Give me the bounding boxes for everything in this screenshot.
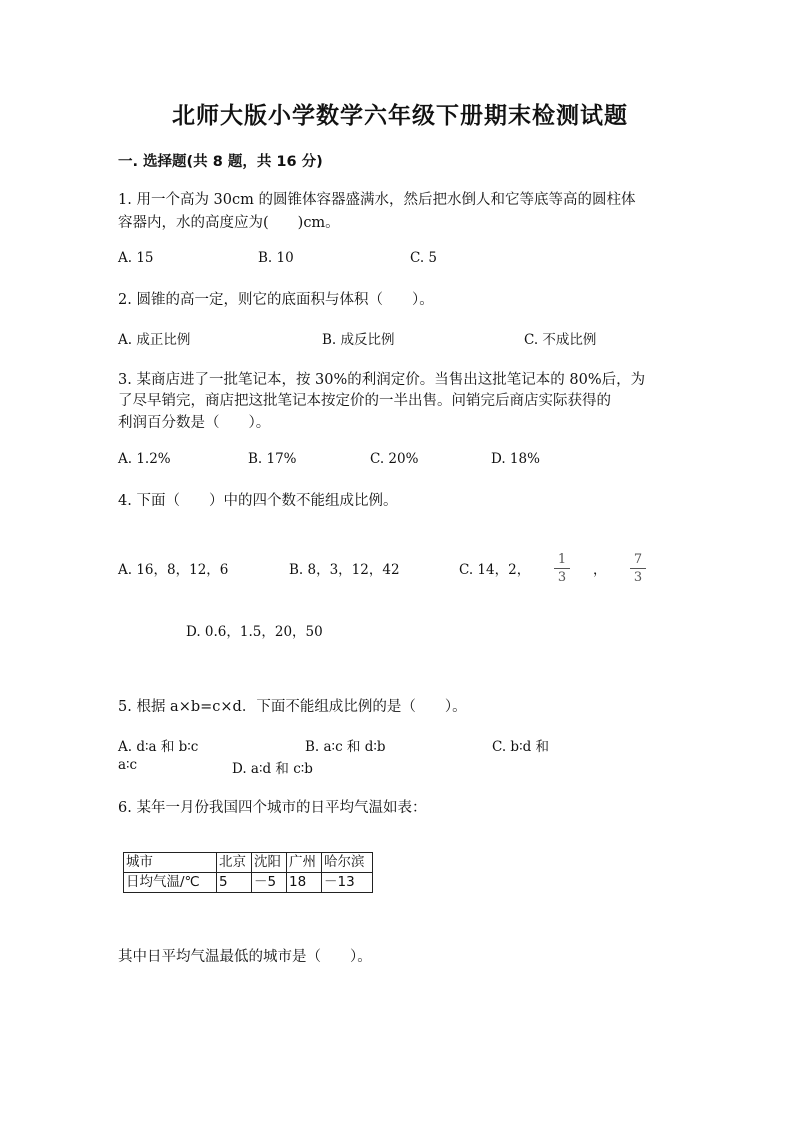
question-5-option-a: A. d∶a 和 b∶c [118, 739, 199, 755]
question-1-option-a: A. 15 [118, 250, 154, 266]
table-cell: 18 [287, 873, 322, 893]
question-4-option-d: D. 0.6，1.5，20，50 [186, 624, 323, 640]
question-4-option-c: C. 14，2， [459, 562, 531, 578]
temperature-table [123, 852, 373, 893]
page-title: 北师大版小学数学六年级下册期末检测试题 [172, 103, 628, 129]
question-5-option-b: B. a∶c 和 d∶b [305, 739, 386, 755]
section-heading: 一. 选择题(共 8 题，共 16 分) [118, 154, 323, 170]
question-1-line-2: 容器内，水的高度应为( )cm。 [118, 215, 340, 231]
question-3-option-b: B. 17% [248, 451, 297, 467]
question-5-option-c: C. b∶d 和 [492, 739, 550, 755]
fraction-denominator: 3 [633, 570, 643, 585]
question-3-line-2: 了尽早销完，商店把这批笔记本按定价的一半出售。问销完后商店实际获得的 [118, 393, 611, 409]
question-6-line-1: 6. 某年一月份我国四个城市的日平均气温如表： [118, 800, 427, 816]
question-2-option-b: B. 成反比例 [322, 332, 395, 348]
question-5-option-c-continued: a∶c [118, 757, 138, 773]
fraction-separator: ， [593, 562, 607, 578]
question-3-option-a: A. 1.2% [118, 451, 171, 467]
question-4-option-b: B. 8，3，12，42 [289, 562, 400, 578]
question-1-line-1: 1. 用一个高为 30cm 的圆锥体容器盛满水，然后把水倒人和它等底等高的圆柱体 [118, 192, 636, 208]
question-6-prompt: 其中日平均气温最低的城市是（ ）。 [118, 949, 372, 965]
question-4-line-1: 4. 下面（ ）中的四个数不能组成比例。 [118, 493, 398, 509]
fraction-seven-thirds [630, 552, 646, 585]
question-5-option-d: D. a∶d 和 c∶b [232, 761, 313, 777]
question-1-option-c: C. 5 [410, 250, 438, 266]
table-cell: 日均气温/℃ [124, 873, 217, 893]
fraction-numerator: 7 [633, 552, 643, 567]
fraction-one-third [554, 552, 570, 585]
table-cell: －13 [322, 873, 373, 893]
fraction-numerator: 1 [557, 552, 567, 567]
question-3-line-1: 3. 某商店进了一批笔记本，按 30%的利润定价。当售出这批笔记本的 80%后，为 [118, 372, 646, 388]
table-header-cell: 城市 [124, 853, 217, 873]
table-cell: 5 [217, 873, 252, 893]
fraction-bar [554, 568, 570, 569]
fraction-bar [630, 568, 646, 569]
table-header-row [124, 853, 373, 873]
question-3-option-c: C. 20% [370, 451, 419, 467]
question-4-option-a: A. 16，8，12，6 [118, 562, 229, 578]
fraction-denominator: 3 [557, 570, 567, 585]
table-header-cell: 沈阳 [252, 853, 287, 873]
table-row [124, 873, 373, 893]
question-1-option-b: B. 10 [258, 250, 294, 266]
table-header-cell: 广州 [287, 853, 322, 873]
question-5-line-1: 5. 根据 a×b=c×d．下面不能组成比例的是（ ）。 [118, 699, 467, 715]
question-2-option-a: A. 成正比例 [118, 332, 191, 348]
question-3-option-d: D. 18% [491, 451, 540, 467]
table-cell: －5 [252, 873, 287, 893]
question-3-line-3: 利润百分数是（ ）。 [118, 415, 271, 431]
question-2-line-1: 2. 圆锥的高一定，则它的底面积与体积（ ）。 [118, 292, 434, 308]
question-2-option-c: C. 不成比例 [524, 332, 597, 348]
table-header-cell: 哈尔滨 [322, 853, 373, 873]
table-header-cell: 北京 [217, 853, 252, 873]
